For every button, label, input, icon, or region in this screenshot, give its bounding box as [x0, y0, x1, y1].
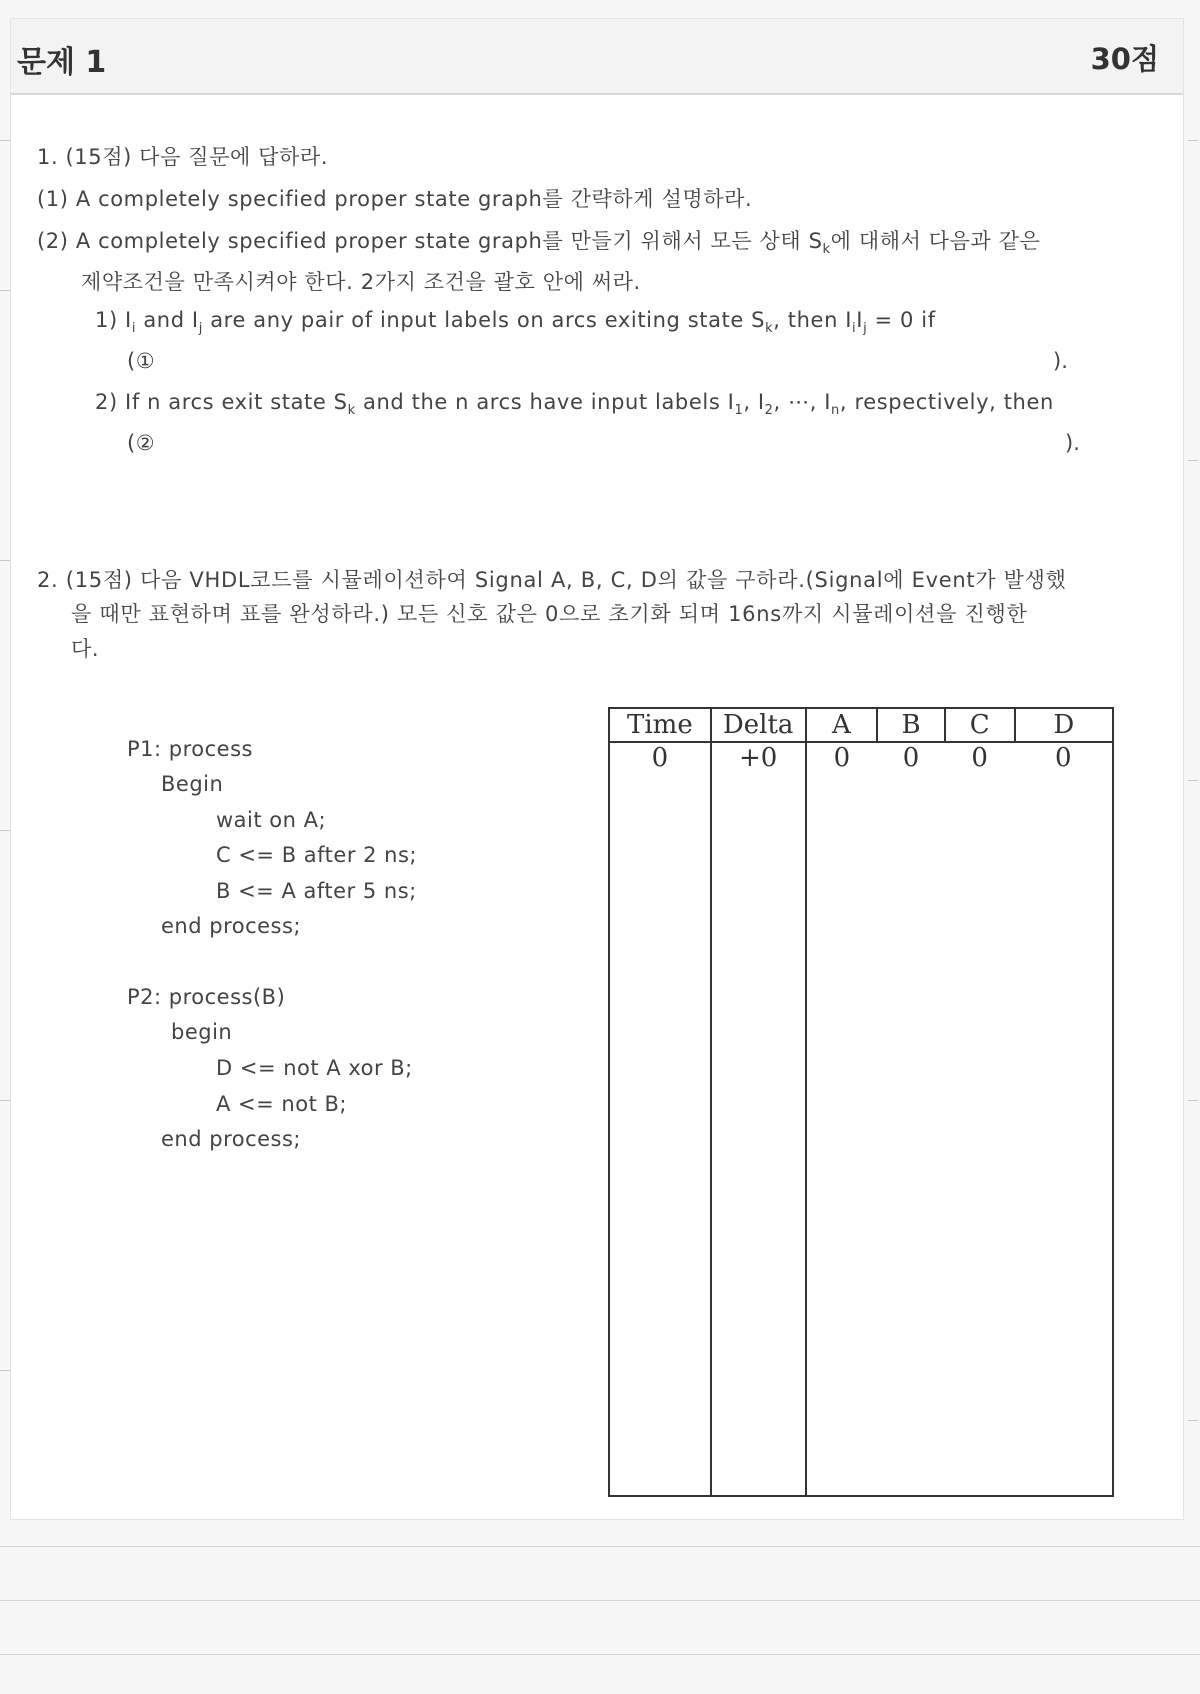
blank-1-open: (①	[127, 349, 156, 373]
code-p1-head: P1: process	[127, 737, 253, 761]
margin-mark	[0, 1370, 10, 1371]
cell-b: 0	[902, 743, 920, 773]
blank-2-close: ).	[1065, 431, 1080, 455]
question-header	[11, 19, 1183, 95]
divider	[0, 1654, 1200, 1655]
code-p1-begin: Begin	[161, 772, 224, 796]
code-p2-begin: begin	[171, 1020, 233, 1044]
simulation-table	[608, 707, 1114, 1497]
margin-mark	[1188, 460, 1198, 461]
table-row	[609, 742, 1113, 775]
q2-line1: 2. (15점) 다음 VHDL코드를 시뮬레이션하여 Signal A, B, C, D의 값을 구하라.(Signal에 Event가 발생했	[37, 568, 1067, 592]
header-time: Time	[609, 708, 711, 742]
cell-c: 0	[971, 743, 988, 773]
margin-mark	[0, 830, 10, 831]
header-delta: Delta	[711, 708, 806, 742]
divider	[0, 1600, 1200, 1601]
question-score: 30점	[1090, 42, 1159, 76]
code-p1-line1: wait on A;	[216, 808, 327, 832]
code-p1-end: end process;	[161, 914, 302, 938]
cell-d: 0	[1015, 742, 1114, 775]
condition-2: 2) If n arcs exit state $S_k$ and the n arcs have input labels $I_1$, $I_2$, ⋯, $I_n$, respectively, then	[95, 390, 1054, 419]
q1-part1: (1) A completely specified proper state graph를 간략하게 설명하라.	[37, 187, 753, 211]
condition-1: 1) $I_i$ and $I_j$ are any pair of input labels on arcs exiting state $S_k$, then $I_iI_j = 0$ if	[95, 308, 936, 337]
question-title: 문제 1	[17, 45, 107, 80]
blank-1-close: ).	[1053, 349, 1068, 373]
margin-mark	[1188, 780, 1198, 781]
q2-line3: 다.	[71, 637, 100, 661]
divider	[0, 1546, 1200, 1547]
code-p2-line2: A <= not B;	[216, 1092, 347, 1116]
header-b: B	[877, 708, 945, 742]
margin-mark	[1188, 1420, 1198, 1421]
header-a: A	[806, 708, 878, 742]
blank-2-open: (②	[127, 431, 156, 455]
code-p1-line3: B <= A after 5 ns;	[216, 879, 417, 903]
cell-a: 0	[833, 743, 851, 773]
margin-mark	[0, 290, 10, 291]
code-p2-line1: D <= not A xor B;	[216, 1056, 413, 1080]
margin-mark	[0, 140, 10, 141]
header-c: C	[945, 708, 1015, 742]
margin-mark	[1188, 140, 1198, 141]
q1-part2-line1: (2) A completely specified proper state graph를 만들기 위해서 모든 상태 $S_k$에 대해서 다음과 같은	[37, 229, 1041, 258]
cell-delta: +0	[711, 742, 806, 775]
table-empty-area	[609, 775, 1113, 1496]
margin-mark	[0, 1100, 10, 1101]
question-card	[10, 18, 1184, 1520]
cell-time: 0	[609, 742, 711, 775]
header-d: D	[1015, 708, 1114, 742]
q2-line2: 을 때만 표현하며 표를 완성하라.) 모든 신호 값은 0으로 초기화 되며 16ns까지 시뮬레이션을 진행한	[71, 602, 1028, 626]
q1-title: 1. (15점) 다음 질문에 답하라.	[37, 145, 329, 169]
code-p2-end: end process;	[161, 1127, 302, 1151]
margin-mark	[1188, 1100, 1198, 1101]
code-p1-line2: C <= B after 2 ns;	[216, 843, 418, 867]
q1-part2-line2: 제약조건을 만족시켜야 한다. 2가지 조건을 괄호 안에 써라.	[81, 270, 641, 294]
code-p2-head: P2: process(B)	[127, 985, 286, 1009]
margin-mark	[0, 560, 10, 561]
